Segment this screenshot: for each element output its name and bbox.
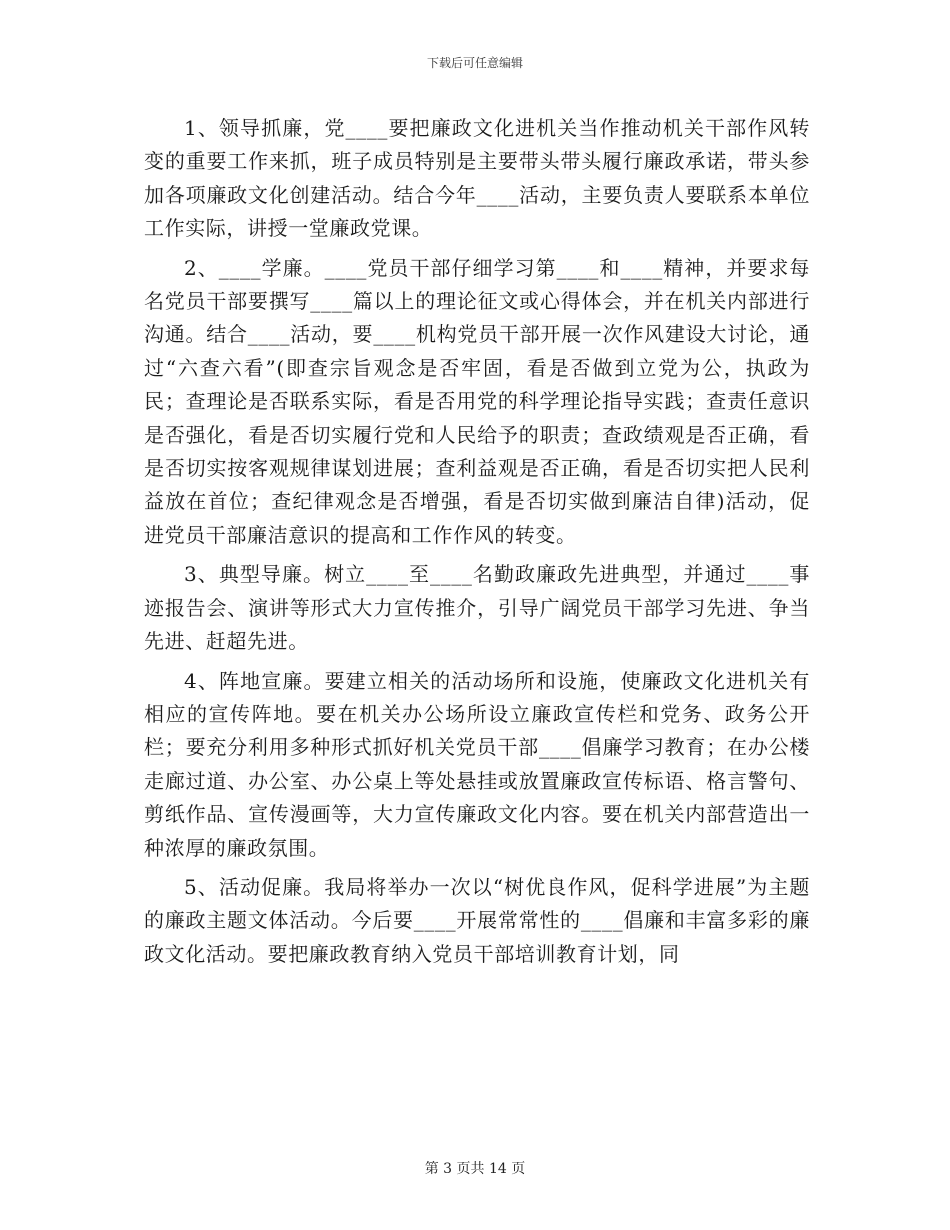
paragraph-activities: 5、活动促廉。我局将举办一次以“树优良作风，促科学进展”为主题的廉政主题文体活动。今后要____开展常常性的____倡廉和丰富多彩的廉政文化活动。要把廉政教育纳入党员干部培训教育计划，同 [144, 874, 810, 966]
paragraph-study: 2、____学廉。____党员干部仔细学习第____和____精神，并要求每名党员干部要撰写____篇以上的理论征文或心得体会，并在机关内部进行沟通。结合____活动，要____机构党员干部开展一次作风建设大讨论，通过“六查六看”(即查宗旨观念是否牢固，看是否做到立党为公，执政为民；查理论是否联系实际，看是否用党的科学理论指导实践；查责任意识是否强化，看是否切实履行党和人民给予的职责；查政绩观是否正确，看是否切实按客观规律谋划进展；查利益观是否正确，看是否切实把人民利益放在首位；查纪律观念是否增强，看是否切实做到廉洁自律)活动，促进党员干部廉洁意识的提高和工作作风的转变。 [144, 255, 810, 547]
paragraph-leadership: 1、领导抓廉，党____要把廉政文化进机关当作推动机关干部作风转变的重要工作来抓，班子成员特别是主要带头带头履行廉政承诺，带头参加各项廉政文化创建活动。结合今年____活动，主要负责人要联系本单位工作实际，讲授一堂廉政党课。 [144, 116, 810, 241]
page-header: 下载后可任意编辑 [426, 56, 523, 70]
page-number: 第 3 页共 14 页 [424, 1161, 526, 1177]
paragraph-publicity: 4、阵地宣廉。要建立相关的活动场所和设施，使廉政文化进机关有相应的宣传阵地。要在机关办公场所设立廉政宣传栏和党务、政务公开栏；要充分利用多种形式抓好机关党员干部____倡廉学习教育；在办公楼走廊过道、办公室、办公桌上等处悬挂或放置廉政宣传标语、格言警句、剪纸作品、宣传漫画等，大力宣传廉政文化内容。要在机关内部营造出一种浓厚的廉政氛围。 [144, 668, 810, 860]
document-body [144, 112, 810, 977]
paragraph-models: 3、典型导廉。树立____至____名勤政廉政先进典型，并通过____事迹报告会、演讲等形式大力宣传推介，引导广阔党员干部学习先进、争当先进、赶超先进。 [144, 562, 810, 654]
